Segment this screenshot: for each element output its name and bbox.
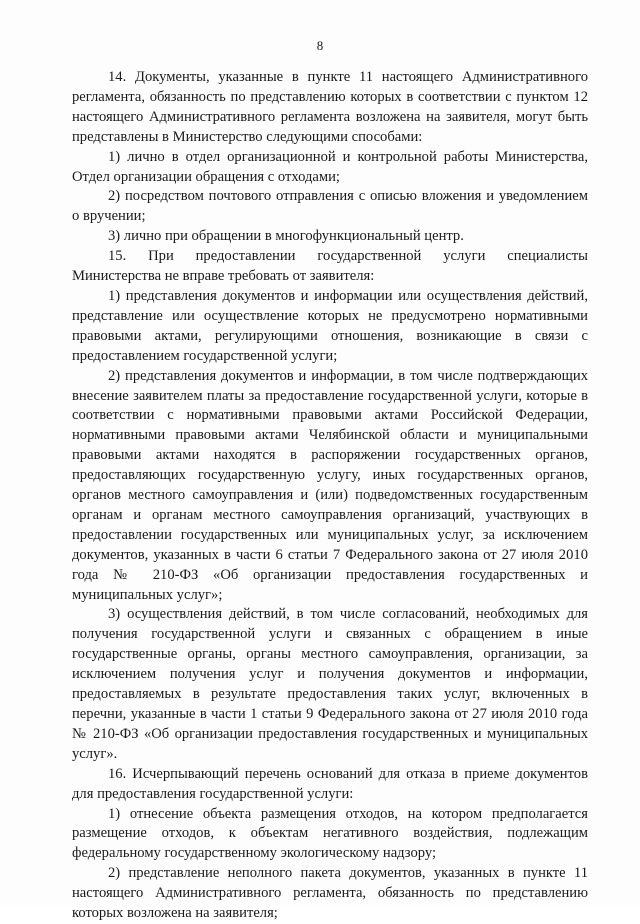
paragraph-16: 16. Исчерпывающий перечень оснований для отказа в приеме документов для предоставления государственной услуги:	[72, 765, 588, 802]
paragraph-15: 15. При предоставлении государственной услуги специалисты Министерства не вправе требовать от заявителя:	[72, 248, 588, 285]
paragraph-14-item-3: 3) лично при обращении в многофункциональный центр.	[108, 228, 464, 245]
paragraph-15-item-2: 2) представления документов и информации, в том числе подтверждающих внесение заявителем платы за предоставление государственной услуги, которые в соответствии с нормативными правовыми актами Российской Федерации, нормативными правовыми актами Челябинской области и муниципальными правовыми актами находятся в распоряжении государственных органов, предоставляющих государственную услугу, иных государственных органов, органов местного самоуправления и (или) подведомственных государственным органам и органам местного самоуправления организаций, участвующих в предоставлении государственных или муниципальных услуг, за исключением документов, указанных в части 6 статьи 7 Федерального закона от 27 июля 2010 года № 210-ФЗ «Об организации предоставления государственных и муниципальных услуг»;	[72, 367, 588, 603]
paragraph-16-item-1: 1) отнесение объекта размещения отходов, на котором предполагается размещение отходов, к объектам негативного воздействия, подлежащим федеральному государственному экологическому надзору;	[72, 805, 588, 862]
paragraph-14-item-1: 1) лично в отдел организационной и контрольной работы Министерства, Отдел организации обращения с отходами;	[72, 148, 588, 185]
paragraph-14-item-2: 2) посредством почтового отправления с описью вложения и уведомлением о вручении;	[72, 188, 588, 225]
paragraph-15-item-1: 1) представления документов и информации или осуществления действий, представление или осуществление которых не предусмотрено нормативными правовыми актами, регулирующими отношения, возникающие в связи с предоставлением государственной услуги;	[72, 287, 588, 364]
paragraph-16-item-2: 2) представление неполного пакета документов, указанных в пункте 11 настоящего Административного регламента, обязанность по представлению которых возложена на заявителя;	[72, 865, 588, 922]
page-number: 8	[316, 38, 324, 53]
document-body	[72, 68, 588, 924]
paragraph-14: 14. Документы, указанные в пункте 11 настоящего Административного регламента, обязанность по представлению которых в соответствии с пунктом 12 настоящего Административного регламента возложена на заявителя, могут быть представлены в Министерство следующими способами:	[72, 69, 588, 145]
paragraph-15-item-3: 3) осуществления действий, в том числе согласований, необходимых для получения государственной услуги и связанных с обращением в иные государственные органы, органы местного самоуправления, организации, за исключением получения услуг и получения документов и информации, предоставляемых в результате предоставления таких услуг, включенных в перечни, указанные в части 1 статьи 9 Федерального закона от 27 июля 2010 года № 210-ФЗ «Об организации предоставления государственных и муниципальных услуг».	[72, 606, 588, 762]
